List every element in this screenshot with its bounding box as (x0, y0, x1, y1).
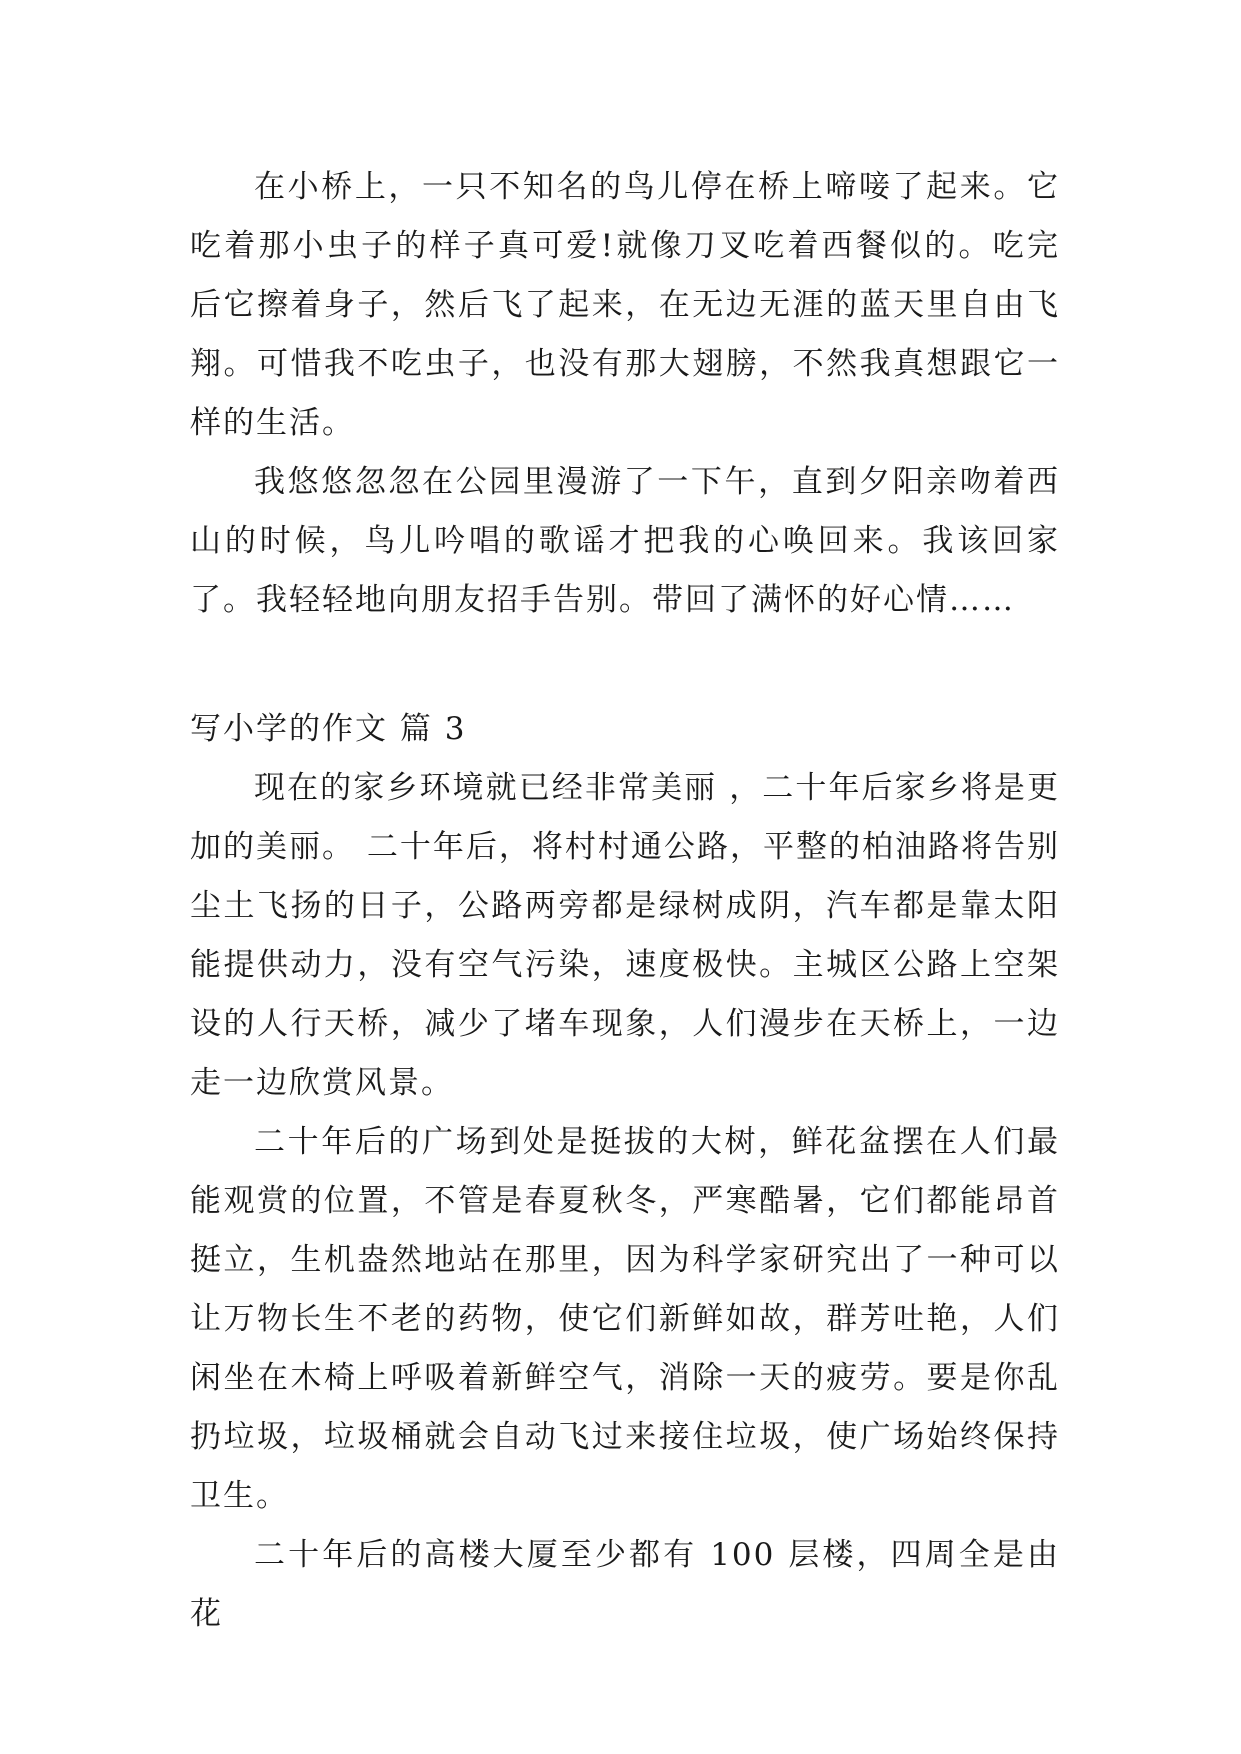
document-body (190, 158, 1060, 1644)
section-heading: 写小学的作文 篇 3 (190, 711, 467, 747)
paragraph: 在小桥上，一只不知名的鸟儿停在桥上啼唼了起来。它吃着那小虫子的样子真可爱!就像刀叉吃着西餐似的。吃完后它擦着身子，然后飞了起来，在无边无涯的蓝天里自由飞翔。可惜我不吃虫子，也没有那大翅膀，不然我真想跟它一样的生活。 (190, 169, 1060, 441)
paragraph: 二十年后的广场到处是挺拔的大树，鲜花盆摆在人们最能观赏的位置，不管是春夏秋冬，严寒酷暑，它们都能昂首挺立，生机盎然地站在那里，因为科学家研究出了一种可以让万物长生不老的药物，使它们新鲜如故，群芳吐艳，人们闲坐在木椅上呼吸着新鲜空气，消除一天的疲劳。要是你乱扔垃圾，垃圾桶就会自动飞过来接住垃圾，使广场始终保持卫生。 (190, 1124, 1060, 1514)
paragraph: 现在的家乡环境就已经非常美丽 ，二十年后家乡将是更加的美丽。 二十年后，将村村通公路，平整的柏油路将告别尘土飞扬的日子，公路两旁都是绿树成阴，汽车都是靠太阳能提供动力，没有空气污染，速度极快。主城区公路上空架设的人行天桥，减少了堵车现象，人们漫步在天桥上，一边走一边欣赏风景。 (190, 770, 1060, 1101)
paragraph: 我悠悠忽忽在公园里漫游了一下午，直到夕阳亲吻着西山的时候，鸟儿吟唱的歌谣才把我的心唤回来。我该回家了。我轻轻地向朋友招手告别。带回了满怀的好心情…… (190, 464, 1060, 618)
paragraph: 二十年后的高楼大厦至少都有 100 层楼，四周全是由花 (190, 1537, 1060, 1632)
